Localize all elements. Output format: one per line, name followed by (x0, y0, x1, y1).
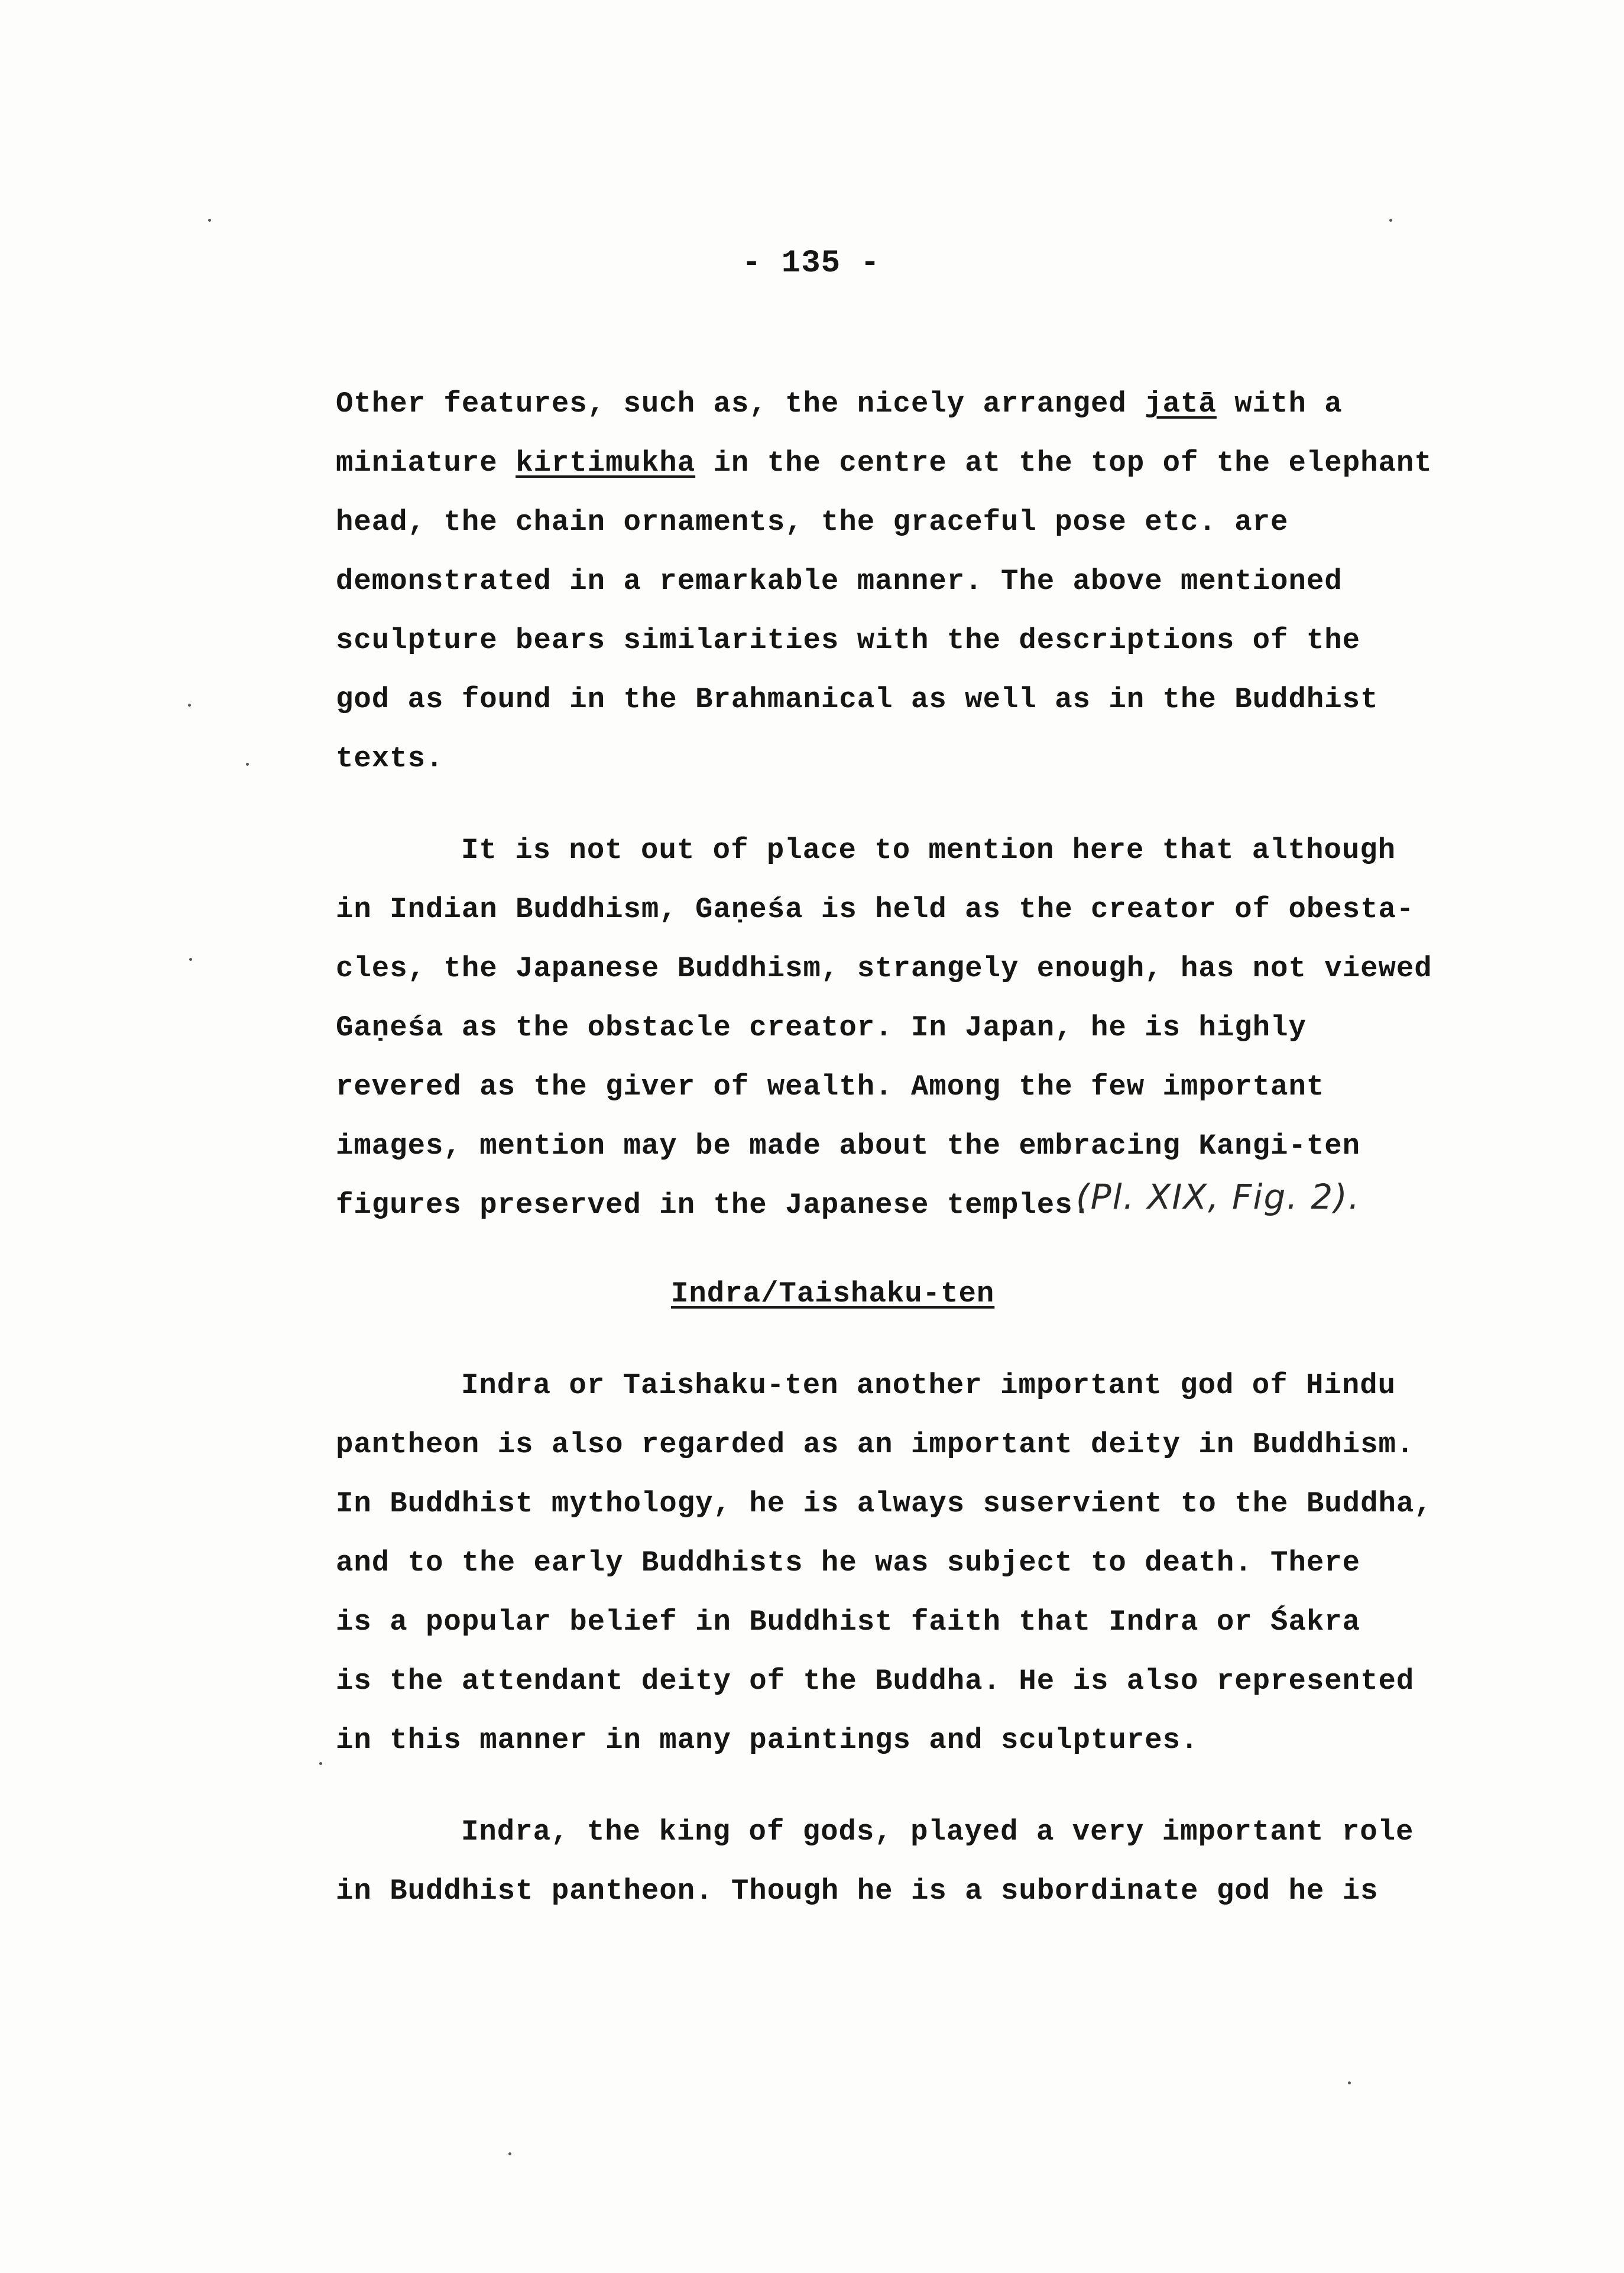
p4-line-1: Indra, the king of gods, played a very important role (461, 1815, 1414, 1848)
scan-speck (208, 219, 211, 222)
p2-line-1: It is not out of place to mention here that although (461, 834, 1396, 867)
p1-line-3: head, the chain ornaments, the graceful pose etc. are (336, 506, 1289, 539)
handwritten-plate-reference: (Pl. XIX, Fig. 2). (1076, 1177, 1361, 1217)
p2-line-3: cles, the Japanese Buddhism, strangely enough, has not viewed (336, 952, 1432, 985)
p3-line-1: Indra or Taishaku-ten another important god of Hindu (461, 1369, 1396, 1402)
p2-line-5: revered as the giver of wealth. Among the few important (336, 1070, 1325, 1103)
p3-line-3: In Buddhist mythology, he is always suservient to the Buddha, (336, 1487, 1432, 1520)
p2-line-7: figures preserved in the Japanese temples. (336, 1189, 1091, 1222)
p1-line-1 (336, 387, 1343, 420)
p1-line-1-text-b: with a (1216, 387, 1343, 420)
p1-line-2-text-b: in the centre at the top of the elephant (695, 446, 1432, 480)
p1-line-2 (336, 446, 1432, 480)
p3-line-7: in this manner in many paintings and sculptures. (336, 1724, 1199, 1757)
p4-line-2: in Buddhist pantheon. Though he is a subordinate god he is (336, 1874, 1379, 1908)
scan-speck (189, 958, 192, 961)
p1-line-5: sculpture bears similarities with the descriptions of the (336, 624, 1361, 657)
scan-speck (246, 763, 249, 766)
p1-line-2-text-a: miniature (336, 446, 516, 480)
p3-line-4: and to the early Buddhists he was subject to death. There (336, 1546, 1361, 1579)
p2-line-6: images, mention may be made about the embracing Kangi-ten (336, 1129, 1361, 1163)
p1-line-4: demonstrated in a remarkable manner. The above mentioned (336, 565, 1343, 598)
scan-speck (319, 1762, 322, 1765)
p2-line-4: Gaṇeśa as the obstacle creator. In Japan, he is highly (336, 1011, 1307, 1044)
p3-line-5: is a popular belief in Buddhist faith that Indra or Śakra (336, 1605, 1361, 1639)
scan-speck (508, 2152, 511, 2155)
section-heading: Indra/Taishaku-ten (671, 1277, 995, 1310)
page-number: - 135 - (742, 245, 880, 281)
p2-line-2: in Indian Buddhism, Gaṇeśa is held as the creator of obesta- (336, 893, 1415, 926)
p3-line-6: is the attendant deity of the Buddha. He is also represented (336, 1665, 1415, 1698)
scan-speck (188, 704, 191, 707)
term-jata: jatā (1145, 387, 1217, 420)
scan-speck (1348, 2081, 1351, 2084)
p1-line-1-text-a: Other features, such as, the nicely arranged (336, 387, 1145, 420)
term-kirtimukha: kirtimukha (516, 446, 696, 480)
p3-line-2: pantheon is also regarded as an important deity in Buddhism. (336, 1428, 1415, 1461)
p1-line-7: texts. (336, 742, 444, 775)
scan-speck (1389, 219, 1392, 222)
p1-line-6: god as found in the Brahmanical as well as in the Buddhist (336, 683, 1379, 716)
